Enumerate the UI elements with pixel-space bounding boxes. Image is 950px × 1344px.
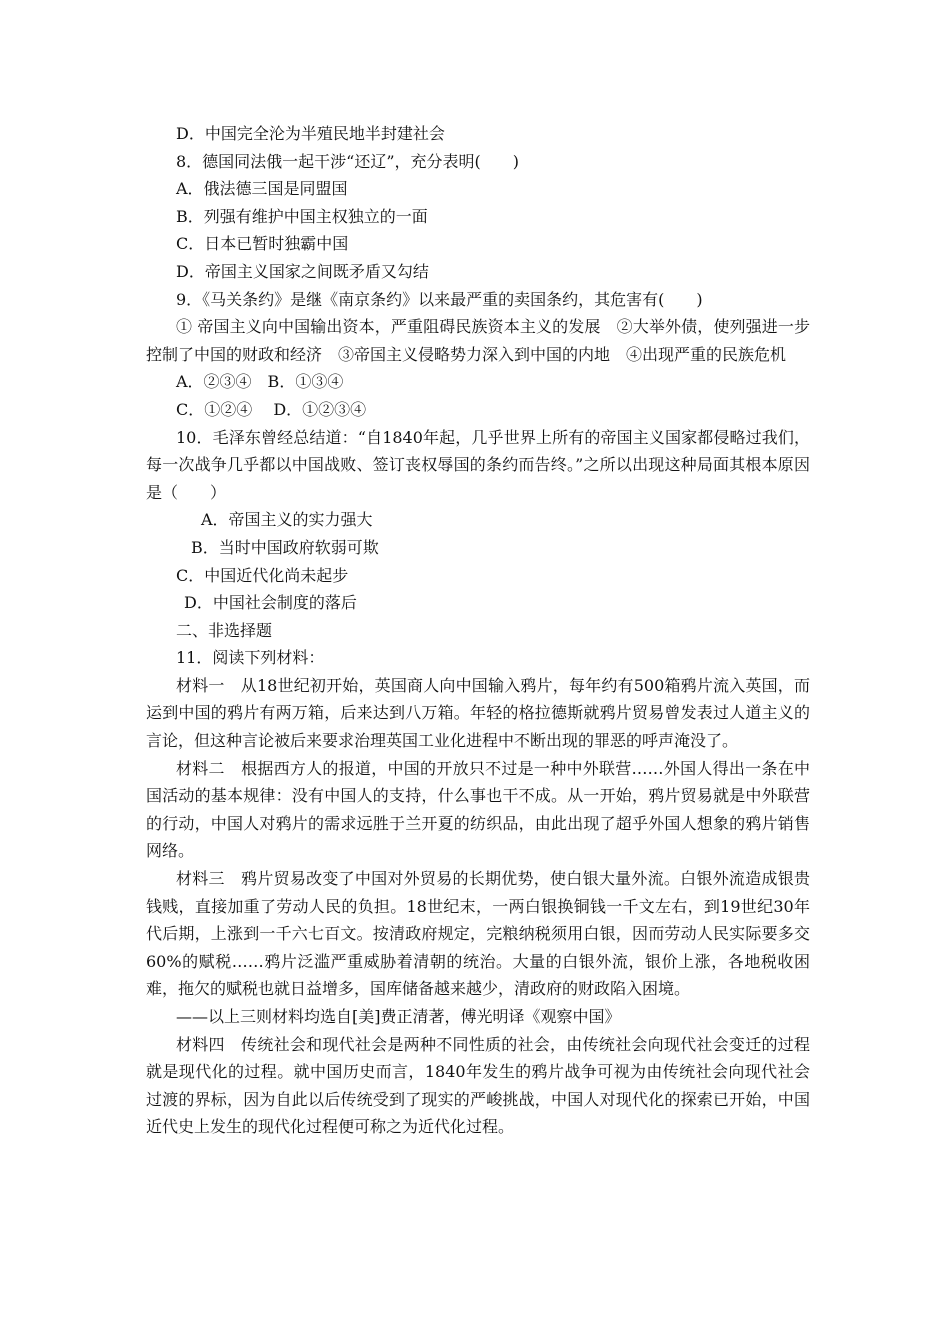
q10-option-c: C．中国近代化尚未起步 <box>176 565 349 585</box>
q9-options-ab: A．②③④ B．①③④ <box>176 372 344 392</box>
q8-option-b: B．列强有维护中国主权独立的一面 <box>176 206 428 226</box>
section-heading-2: 二、非选择题 <box>176 620 273 640</box>
q7-option-d: D．中国完全沦为半殖民地半封建社会 <box>176 124 445 143</box>
material-source: ——以上三则材料均选自[美]费正清著，傅光明译《观察中国》 <box>176 1007 621 1026</box>
q9-options-cd: C．①②④ D．①②③④ <box>176 399 367 419</box>
q11-stem: 11．阅读下列材料： <box>176 648 325 668</box>
q8-option-a: A．俄法德三国是同盟国 <box>176 179 348 199</box>
material-3: 材料三 鸦片贸易改变了中国对外贸易的长期优势，使白银大量外流。白银外流造成银贵钱贱，直接加重了劳动人民的负担。18世纪末，一两白银换铜钱一千文左右，到19世纪30年代后期，上涨到一千六七百文。按清政府规定，完粮纳税须用白银，因而劳动人民实际要多交60%的赋税……鸦片泛滥严重威胁着清朝的统治。大量的白银外流，银价上涨，各地税收困难，拖欠的赋税也就日益增多，国库储备越来越少，清政府的财政陷入困境。 <box>146 869 810 999</box>
material-2: 材料二 根据西方人的报道，中国的开放只不过是一种中外联营……外国人得出一条在中国活动的基本规律：没有中国人的支持，什么事也干不成。从一开始，鸦片贸易就是中外联营的行动，中国人对鸦片的需求远胜于兰开夏的纺织品，由此出现了超乎外国人想象的鸦片销售网络。 <box>146 758 810 861</box>
q10-option-d: D．中国社会制度的落后 <box>184 593 357 613</box>
material-4: 材料四 传统社会和现代社会是两种不同性质的社会，由传统社会向现代社会变迁的过程就是现代化的过程。就中国历史而言，1840年发生的鸦片战争可视为由传统社会向现代社会过渡的界标，因为自此以后传统受到了现实的严峻挑战，中国人对现代化的探索已开始，中国近代史上发生的现代化过程便可称之为近代化过程。 <box>146 1034 810 1137</box>
q10-option-a: A．帝国主义的实力强大 <box>201 510 373 530</box>
q8-stem: 8．德国同法俄一起干涉“还辽”，充分表明( ) <box>176 151 520 171</box>
document-page <box>146 120 810 1141</box>
q8-option-d: D．帝国主义国家之间既矛盾又勾结 <box>176 261 429 281</box>
material-1: 材料一 从18世纪初开始，英国商人向中国输入鸦片，每年约有500箱鸦片流入英国，而运到中国的鸦片有两万箱，后来达到八万箱。年轻的格拉德斯就鸦片贸易曾发表过人道主义的言论，但这种言论被后来要求治理英国工业化进程中不断出现的罪恶的呼声淹没了。 <box>146 675 810 751</box>
q10-stem: 10．毛泽东曾经总结道：“自1840年起，几乎世界上所有的帝国主义国家都侵略过我们，每一次战争几乎都以中国战败、签订丧权辱国的条约而告终。”之所以出现这种局面其根本原因是（ ） <box>146 427 810 502</box>
q8-option-c: C．日本已暂时独霸中国 <box>176 234 349 254</box>
q9-stem: 9．《马关条约》是继《南京条约》以来最严重的卖国条约，其危害有( ) <box>176 289 703 309</box>
q10-option-b: B．当时中国政府软弱可欺 <box>191 537 379 557</box>
q9-statements: ① 帝国主义向中国输出资本，严重阻碍民族资本主义的发展 ②大举外债，使列强进一步控制了中国的财政和经济 ③帝国主义侵略势力深入到中国的内地 ④出现严重的民族危机 <box>146 317 810 364</box>
